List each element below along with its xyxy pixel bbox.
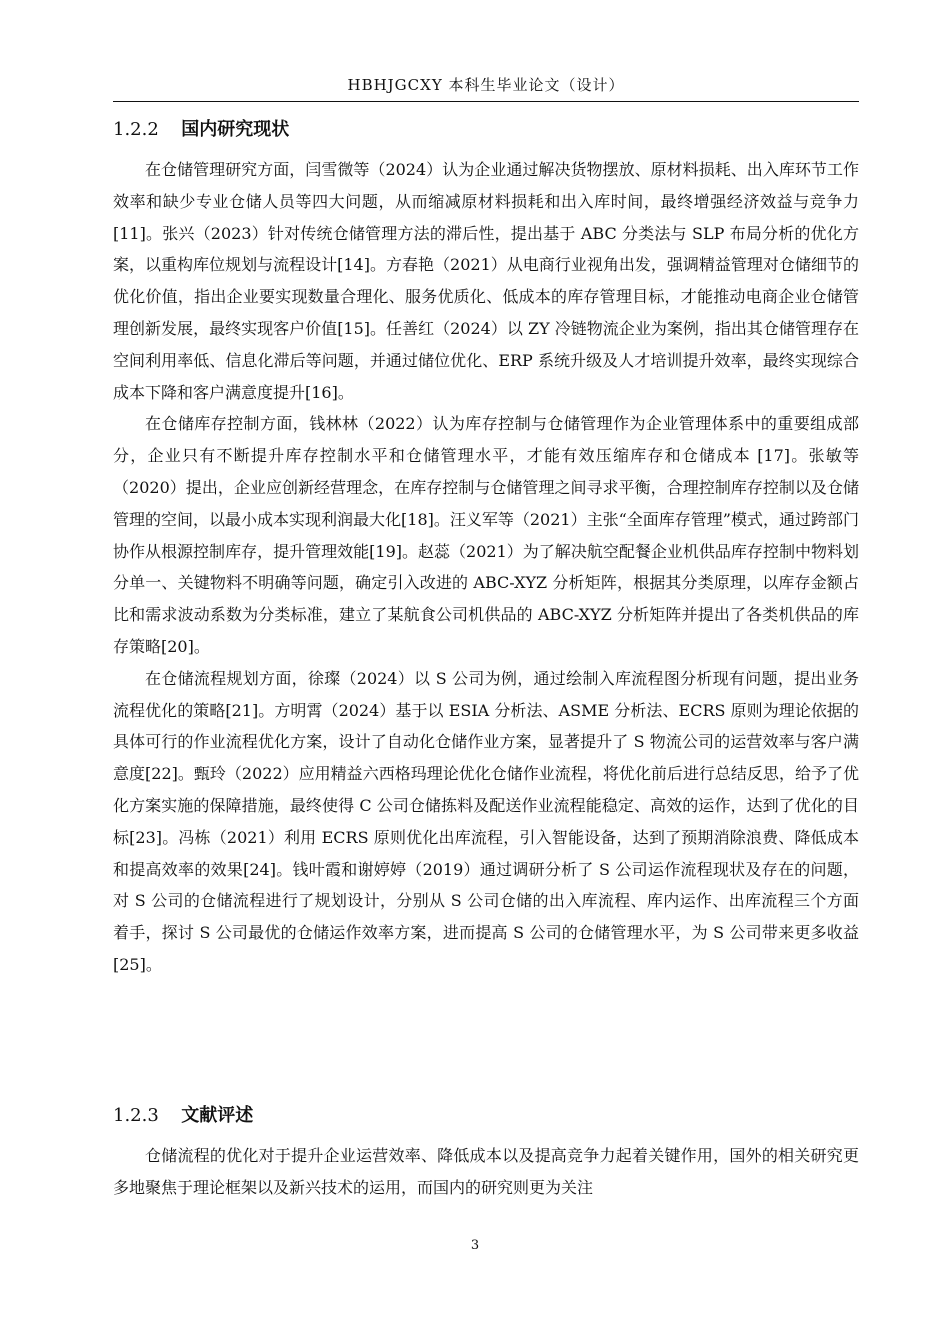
section-title: 文献评述 xyxy=(181,1105,254,1126)
section-body-1-2-3 xyxy=(113,1140,859,1204)
running-header: HBHJGCXY 本科生毕业论文（设计） xyxy=(347,76,625,94)
section-number: 1.2.3 xyxy=(113,1105,159,1126)
paragraph-literature-review: 仓储流程的优化对于提升企业运营效率、降低成本以及提高竞争力起着关键作用，国外的相关研究更多地聚焦于理论框架以及新兴技术的运用，而国内的研究则更为关注 xyxy=(113,1146,859,1197)
section-title: 国内研究现状 xyxy=(181,119,290,140)
paragraph-inventory-control: 在仓储库存控制方面，钱林林（2022）认为库存控制与仓储管理作为企业管理体系中的重要组成部分，企业只有不断提升库存控制水平和仓储管理水平，才能有效压缩库存和仓储成本 [17]。张敏等（2020）提出，企业应创新经营理念，在库存控制与仓储管理之间寻求平衡，合理控制库存控制以及仓储管理的空间，以最小成本实现利润最大化[18]。汪义军等（2021）主张“全面库存管理”模式，通过跨部门协作从根源控制库存，提升管理效能[19]。赵蕊（2021）为了解决航空配餐企业机供品库存控制中物料划分单一、关键物料不明确等问题，确定引入改进的 ABC-XYZ 分析矩阵，根据其分类原理，以库存金额占比和需求波动系数为分类标准，建立了某航食公司机供品的 ABC-XYZ 分析矩阵并提出了各类机供品的库存策略[20]。 xyxy=(113,414,859,656)
section-number: 1.2.2 xyxy=(113,119,159,140)
page-number: 3 xyxy=(470,1238,480,1253)
header-divider xyxy=(113,101,859,102)
section-heading-1-2-2 xyxy=(113,116,859,144)
section-heading-1-2-3 xyxy=(113,1102,859,1130)
section-body-1-2-2 xyxy=(113,154,859,981)
paragraph-process-planning: 在仓储流程规划方面，徐璨（2024）以 S 公司为例，通过绘制入库流程图分析现有问题，提出业务流程优化的策略[21]。方明霄（2024）基于以 ESIA 分析法、ASME 分析法、ECRS 原则为理论依据的具体可行的作业流程优化方案，设计了自动化仓储作业方案，显著提升了 S 物流公司的运营效率与客户满意度[22]。甄玲（2022）应用精益六西格玛理论优化仓储作业流程，将优化前后进行总结反思，给予了优化方案实施的保障措施，最终使得 C 公司仓储拣料及配送作业流程能稳定、高效的运作，达到了优化的目标[23]。冯栋（2021）利用 ECRS 原则优化出库流程，引入智能设备，达到了预期消除浪费、降低成本和提高效率的效果[24]。钱叶霞和谢婷婷（2019）通过调研分析了 S 公司运作流程现状及存在的问题，对 S 公司的仓储流程进行了规划设计，分别从 S 公司仓储的出入库流程、库内运作、出库流程三个方面着手，探讨 S 公司最优的仓储运作效率方案，进而提高 S 公司的仓储管理水平，为 S 公司带来更多收益[25]。 xyxy=(113,668,859,974)
paragraph-storage-management: 在仓储管理研究方面，闫雪微等（2024）认为企业通过解决货物摆放、原材料损耗、出入库环节工作效率和缺少专业仓储人员等四大问题，从而缩减原材料损耗和出入库时间，最终增强经济效益与竞争力[11]。张兴（2023）针对传统仓储管理方法的滞后性，提出基于 ABC 分类法与 SLP 布局分析的优化方案，以重构库位规划与流程设计[14]。方春艳（2021）从电商行业视角出发，强调精益管理对仓储细节的优化价值，指出企业要实现数量合理化、服务优质化、低成本的库存管理目标，才能推动电商企业仓储管理创新发展，最终实现客户价值[15]。任善红（2024）以 ZY 冷链物流企业为案例，指出其仓储管理存在空间利用率低、信息化滞后等问题，并通过储位优化、ERP 系统升级及人才培训提升效率，最终实现综合成本下降和客户满意度提升[16]。 xyxy=(113,160,859,402)
